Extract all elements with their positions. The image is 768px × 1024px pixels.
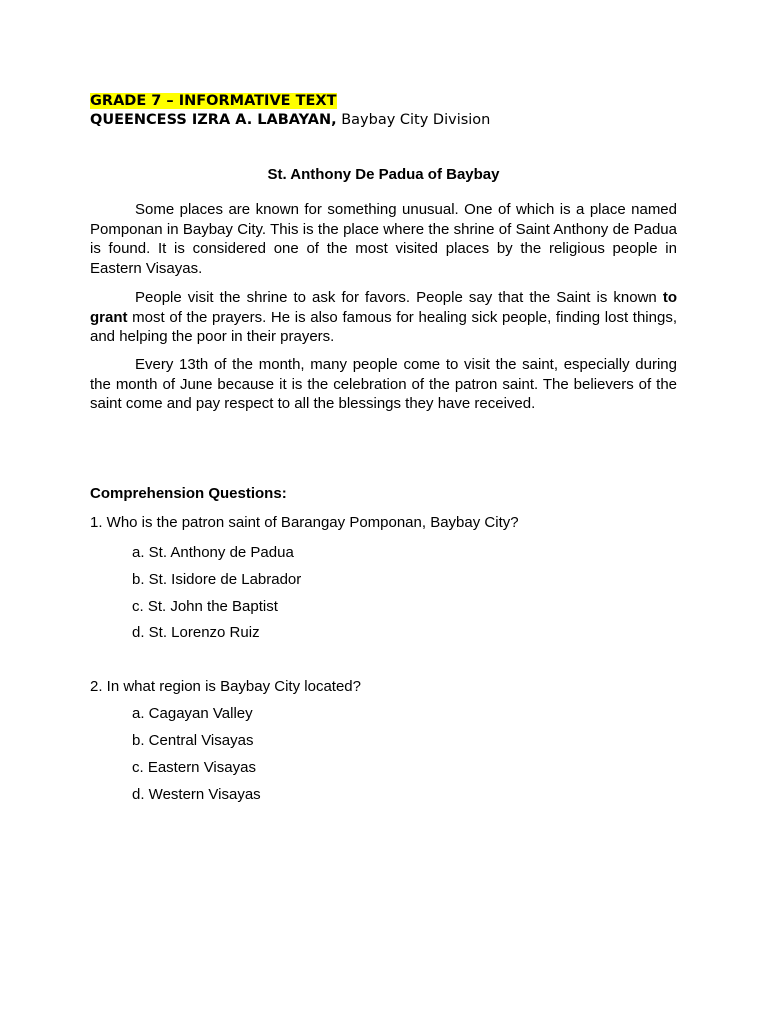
question-2-option-d: d. Western Visayas <box>132 786 261 803</box>
comprehension-heading-text: Comprehension Questions: <box>90 485 287 502</box>
paragraph-2 <box>90 288 677 347</box>
author-name: QUEENCESS IZRA A. LABAYAN, <box>90 112 337 128</box>
question-1-option-a: a. St. Anthony de Padua <box>132 544 294 561</box>
page-title: St. Anthony De Padua of Baybay <box>267 166 500 183</box>
grade-label: GRADE 7 – INFORMATIVE TEXT <box>90 93 337 109</box>
author-line <box>90 111 490 130</box>
paragraph-1: Some places are known for something unusual. One of which is a place named Pomponan in Baybay City. This is the place where the shrine of Saint Anthony de Padua is found. It is considered one of the most visited places by the religious people in Eastern Visayas. <box>90 201 677 277</box>
question-1-option-c: c. St. John the Baptist <box>132 598 278 615</box>
paragraph-2-bold: to grant <box>90 289 677 326</box>
question-2-option-b: b. Central Visayas <box>132 732 254 749</box>
division-name: Baybay City Division <box>336 112 491 128</box>
question-1: 1. Who is the patron saint of Barangay Pomponan, Baybay City? <box>90 514 519 531</box>
paragraph-3: Every 13th of the month, many people come to visit the saint, especially during the month of June because it is the celebration of the patron saint. The believers of the saint come and pay respect to all the blessings they have received. <box>90 356 677 412</box>
paragraph-2-text-b: most of the prayers. He is also famous for healing sick people, finding lost things, and helping the poor in their prayers. <box>90 308 677 345</box>
question-2-option-c: c. Eastern Visayas <box>132 759 256 776</box>
paragraph-2-text-a: People visit the shrine to ask for favors. People say that the Saint is known <box>135 289 663 306</box>
question-2: 2. In what region is Baybay City located? <box>90 678 361 695</box>
question-1-option-d: d. St. Lorenzo Ruiz <box>132 624 260 641</box>
question-1-option-b: b. St. Isidore de Labrador <box>132 571 302 588</box>
comprehension-heading <box>90 484 287 503</box>
question-2-option-a: a. Cagayan Valley <box>132 705 253 722</box>
document-header <box>90 92 337 111</box>
